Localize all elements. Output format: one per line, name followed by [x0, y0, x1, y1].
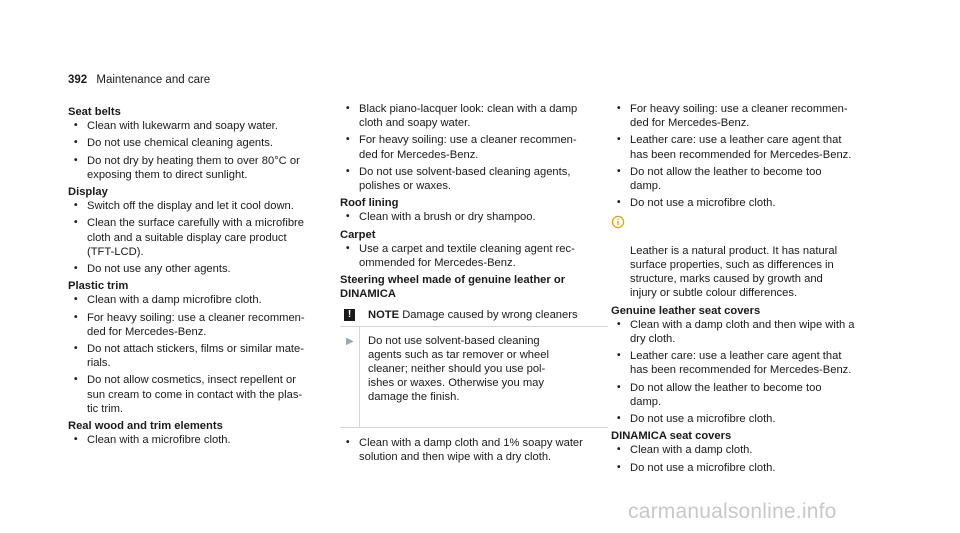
note-title: [368, 308, 578, 322]
bullet-icon: •: [346, 134, 350, 146]
bullet-icon: •: [346, 211, 350, 223]
bullet-icon: •: [346, 103, 350, 114]
note-title-text: Damage caused by wrong cleaners: [402, 308, 578, 321]
note-action-frame: [340, 326, 608, 428]
bullet-icon: •: [617, 444, 621, 456]
steering-wheel-heading: Steering wheel made of genuine leather or DINAMICA: [340, 274, 566, 301]
genuine-leather-heading: Genuine leather seat covers: [611, 304, 761, 317]
bullet-icon: •: [74, 137, 78, 149]
list-item: • Black piano-lacquer look: clean with a damp cloth and soapy water.: [346, 103, 578, 130]
list-item: • Clean the surface carefully with a microfibre cloth and a suitable display care product (TFT-LCD).: [74, 217, 305, 258]
list-item: • Do not use a microfibre cloth.: [617, 461, 776, 474]
list-item: • For heavy soiling: use a cleaner recommen- ded for Mercedes-Benz.: [74, 311, 305, 338]
list-item: • Clean with a microfibre cloth.: [74, 434, 231, 447]
list-item: • Do not attach stickers, films or similar mate- rials.: [74, 343, 304, 370]
bullet-icon: •: [74, 343, 78, 355]
column-3: [611, 102, 873, 478]
list-item: • Do not use a microfibre cloth.: [617, 197, 776, 210]
real-wood-heading: Real wood and trim elements: [68, 420, 223, 433]
list-item: • Leather care: use a leather care agent that has been recommended for Mercedes-Benz.: [617, 350, 852, 377]
list-item: • Do not use any other agents.: [74, 263, 231, 276]
bullet-icon: •: [617, 413, 621, 425]
bullet-icon: •: [617, 381, 621, 393]
bullet-icon: •: [617, 350, 621, 362]
page-number: 392: [68, 74, 88, 86]
list-item: • Do not allow cosmetics, insect repellent or sun cream to come in contact with the plas- tic trim.: [74, 374, 303, 415]
dinamica-heading: DINAMICA seat covers: [611, 430, 732, 443]
bullet-icon: •: [617, 197, 621, 209]
note-action-text: Do not use solvent-based cleaning agents such as tar remover or wheel cleaner; neither should you use pol- ishes or waxes. Otherwise you may damage the finish.: [368, 334, 549, 404]
bullet-icon: •: [74, 311, 78, 323]
bullet-icon: •: [346, 165, 350, 177]
bullet-icon: •: [74, 154, 78, 166]
list-item: • Use a carpet and textile cleaning agent rec- ommended for Mercedes-Benz.: [346, 242, 575, 270]
bullet-icon: •: [346, 242, 350, 254]
bullet-icon: •: [74, 120, 78, 132]
bullet-icon: •: [74, 434, 78, 446]
bullet-icon: •: [74, 374, 78, 386]
list-item: • Clean with lukewarm and soapy water.: [74, 120, 278, 133]
bullet-icon: •: [346, 436, 350, 448]
list-item: • Clean with a damp cloth and then wipe with a dry cloth.: [617, 318, 855, 346]
note-label: NOTE: [368, 308, 400, 321]
list-item: • Clean with a damp cloth and 1% soapy water solution and then wipe with a dry cloth.: [346, 436, 583, 463]
bullet-icon: •: [617, 461, 621, 473]
warning-icon: !: [344, 309, 355, 321]
list-item: • Clean with a brush or dry shampoo.: [346, 211, 536, 224]
list-item: • For heavy soiling: use a cleaner recommen- ded for Mercedes-Benz.: [617, 103, 848, 130]
list-item: • Do not use solvent-based cleaning agents, polishes or waxes.: [346, 165, 571, 193]
bullet-icon: •: [74, 217, 78, 229]
bullet-icon: •: [74, 200, 78, 212]
info-text: Leather is a natural product. It has natural surface properties, such as differences in structure, marks caused by growth and injury or subtle colour differences.: [630, 244, 838, 300]
bullet-icon: •: [74, 263, 78, 275]
info-note: [611, 215, 873, 300]
plastic-trim-heading: Plastic trim: [68, 280, 129, 293]
bullet-icon: •: [74, 294, 78, 306]
list-item: • Leather care: use a leather care agent that has been recommended for Mercedes-Benz.: [617, 134, 852, 161]
list-item: • Do not allow the leather to become too damp.: [617, 165, 822, 193]
arrow-right-icon: ▶: [346, 335, 354, 347]
list-item: • Switch off the display and let it cool down.: [74, 200, 294, 213]
list-item: • Clean with a damp cloth.: [617, 444, 753, 457]
list-item: • Do not allow the leather to become too damp.: [617, 381, 822, 408]
column-1: [68, 102, 330, 450]
list-item: • For heavy soiling: use a cleaner recommen- ded for Mercedes-Benz.: [346, 134, 577, 161]
seat-belts-heading: Seat belts: [68, 106, 121, 118]
list-item: • Do not dry by heating them to over 80°C or exposing them to direct sunlight.: [74, 154, 300, 181]
bullet-icon: •: [617, 103, 621, 114]
bullet-icon: •: [617, 134, 621, 146]
display-heading: Display: [68, 186, 108, 199]
column-2: [340, 102, 602, 467]
list-item: • Do not use chemical cleaning agents.: [74, 137, 273, 150]
bullet-icon: •: [617, 165, 621, 177]
note-box: [340, 306, 608, 426]
info-icon: [611, 215, 625, 229]
bullet-icon: •: [617, 318, 621, 330]
watermark: carmanualsonline.info: [628, 500, 837, 523]
section-title: Maintenance and care: [96, 74, 211, 86]
list-item: • Do not use a microfibre cloth.: [617, 413, 776, 426]
page-header: [68, 73, 210, 87]
list-item: • Clean with a damp microfibre cloth.: [74, 294, 262, 307]
carpet-heading: Carpet: [340, 228, 376, 241]
note-divider: [359, 327, 360, 427]
roof-lining-heading: Roof lining: [340, 197, 399, 210]
